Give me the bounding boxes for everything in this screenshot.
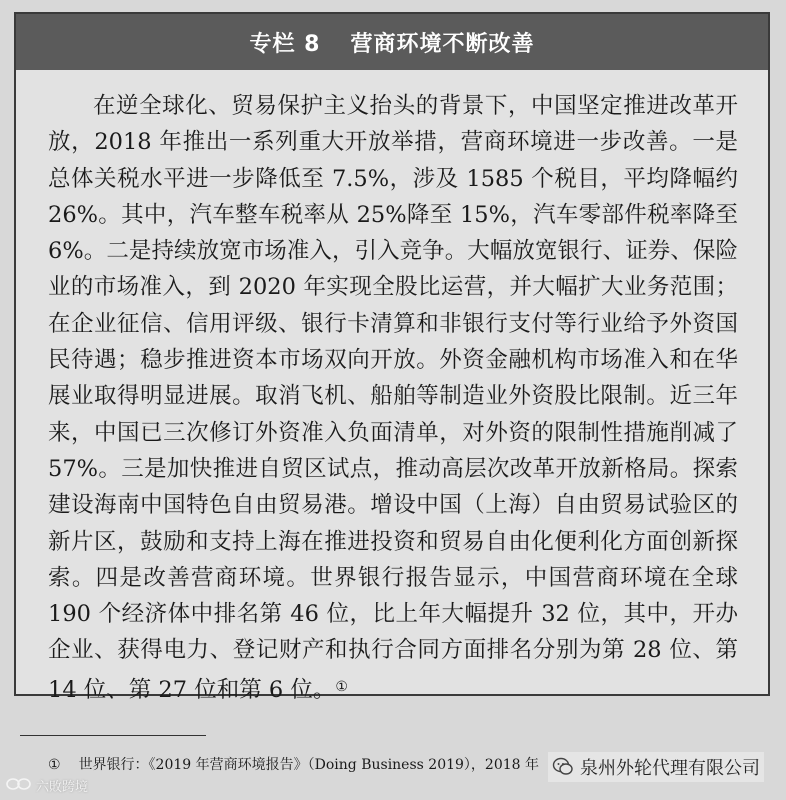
footnote-text: 世界银行：《2019 年营商环境报告》（Doing Business 2019），2018 年 xyxy=(78,757,539,773)
column-header xyxy=(16,14,768,70)
column-heading: 营商环境不断改善 xyxy=(350,31,535,57)
watermark-logo-icon xyxy=(6,777,32,795)
watermark-left-text: 六敗跨境 xyxy=(36,780,89,795)
watermark-left xyxy=(6,776,88,795)
footnote-reference[interactable]: ① xyxy=(335,678,348,695)
wechat-icon xyxy=(552,756,574,778)
footnote xyxy=(48,756,539,774)
watermark-right-text: 泉州外轮代理有限公司 xyxy=(580,758,760,779)
column-box xyxy=(14,12,770,703)
column-title xyxy=(250,27,535,58)
column-body xyxy=(48,88,738,708)
watermark-right xyxy=(548,752,764,782)
footnote-number: ① xyxy=(48,757,61,773)
footnote-divider xyxy=(20,735,206,736)
column-body-text: 在逆全球化、贸易保护主义抬头的背景下，中国坚定推进改革开放，2018 年推出一系列重大开放举措，营商环境进一步改善。一是总体关税水平进一步降低至 7.5%，涉及 1585 个税目，平均降幅约 26%。其中，汽车整车税率从 25%降至 15%，汽车零部件税率降至 6%。二是持续放宽市场准入，引入竞争。大幅放宽银行、证券、保险业的市场准入，到 2020 年实现全股比运营，并大幅扩大业务范围；在企业征信、信用评级、银行卡清算和非银行支付等行业给予外资国民待遇；稳步推进资本市场双向开放。外资金融机构市场准入和在华展业取得明显进展。取消飞机、船舶等制造业外资股比限制。近三年来，中国已三次修订外资准入负面清单，对外资的限制性措施削减了 57%。三是加快推进自贸区试点，推动高层次改革开放新格局。探索建设海南中国特色自由贸易港。增设中国（上海）自由贸易试验区的新片区，鼓励和支持上海在推进投资和贸易自由化便利化方面创新探索。四是改善营商环境。世界银行报告显示，中国营商环境在全球 190 个经济体中排名第 46 位，比上年大幅提升 32 位，其中，开办企业、获得电力、登记财产和执行合同方面排名分别为第 28 位、第 14 位、第 27 位和第 6 位。 xyxy=(48,93,738,703)
column-label: 专栏 8 xyxy=(249,31,321,57)
